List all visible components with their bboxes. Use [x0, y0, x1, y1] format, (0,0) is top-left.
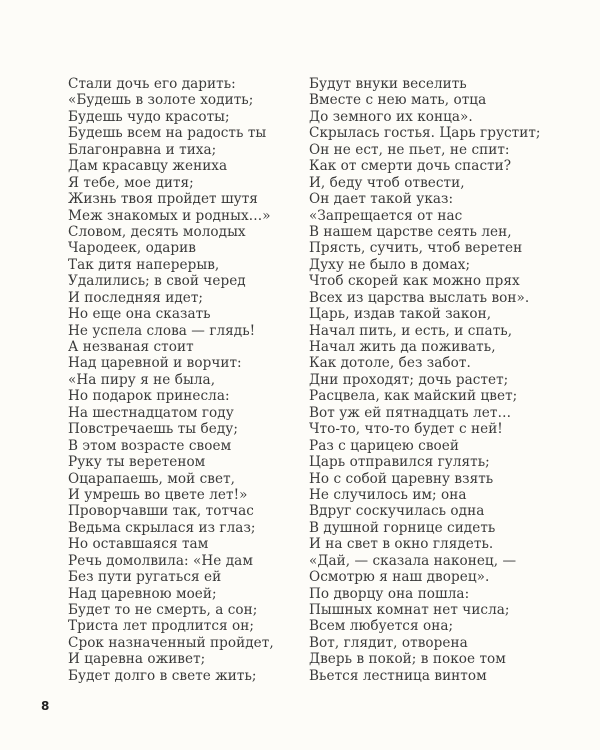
- poem-line: Он не ест, не пьет, не спит:: [309, 141, 510, 158]
- poem-line: Повстречаешь ты беду;: [68, 421, 238, 438]
- poem-line: Чтоб скорей как можно прях: [309, 273, 520, 290]
- poem-line: Словом, десять молодых: [68, 223, 246, 240]
- poem-line: Как от смерти дочь спасти?: [309, 158, 512, 175]
- poem-line: На шестнадцатом году: [68, 404, 234, 421]
- poem-line: Вместе с нею мать, отца: [309, 92, 487, 109]
- poem-line: Царь, издав такой закон,: [309, 306, 492, 323]
- poem-line: Вьется лестница винтом: [309, 667, 487, 684]
- poem-line: Пышных комнат нет числа;: [309, 602, 510, 618]
- poem-line: Срок назначенный пройдет,: [68, 634, 274, 651]
- poem-line: Вдруг соскучилась одна: [309, 503, 485, 520]
- poem-left-column: [68, 76, 274, 684]
- poem-line: Оцарапаешь, мой свет,: [68, 470, 236, 487]
- poem-line: Царь отправился гулять;: [309, 454, 490, 471]
- poem-line: И умрешь во цвете лет!»: [68, 486, 248, 503]
- page-number: 8: [41, 699, 50, 713]
- poem-line: Стали дочь его дарить:: [68, 76, 236, 92]
- poem-line: Осмотрю я наш дворец».: [309, 569, 490, 586]
- poem-line: Дни проходят; дочь растет;: [309, 371, 509, 388]
- poem-line: И, беду чтоб отвести,: [309, 174, 465, 191]
- poem-line: По дворцу она пошла:: [309, 585, 470, 602]
- poem-line: Он дает такой указ:: [309, 191, 454, 208]
- poem-line: Ведьма скрылася из глаз;: [68, 519, 256, 536]
- poem-line: Будут внуки веселить: [309, 76, 467, 92]
- poem-line: Но с собой царевну взять: [309, 470, 494, 487]
- poem-line: «Дай, — сказала наконец, —: [309, 552, 517, 569]
- poem-line: Скрылась гостья. Царь грустит;: [309, 125, 541, 142]
- poem-line: Будет долго в свете жить;: [68, 667, 257, 684]
- poem-line: «На пиру я не была,: [68, 371, 216, 388]
- poem-line: Что-то, что-то будет с ней!: [309, 421, 503, 438]
- poem-line: «Запрещается от нас: [309, 207, 463, 224]
- poem-line: Чародеек, одарив: [68, 240, 196, 257]
- poem-line: Будет то не смерть, а сон;: [68, 602, 258, 618]
- poem-line: Над царевной и ворчит:: [68, 355, 242, 372]
- poem-line: Всех из царства выслать вон».: [309, 289, 530, 306]
- poem-line: Дам красавцу жениха: [68, 158, 228, 175]
- poem-line: Будешь чудо красоты;: [68, 108, 230, 125]
- poem-line: Проворчавши так, тотчас: [68, 503, 254, 520]
- poem-line: И царевна оживет;: [68, 651, 206, 668]
- poem-line: Жизнь твоя пройдет шутя: [68, 191, 258, 208]
- poem-line: Над царевною моей;: [68, 585, 217, 602]
- poem-line: Удалились; в свой черед: [68, 273, 246, 290]
- poem-line: Речь домолвила: «Не дам: [68, 552, 253, 569]
- poem-line: Раз с царицею своей: [309, 437, 459, 454]
- poem-line: Не случилось им; она: [309, 486, 467, 503]
- poem-line: А незваная стоит: [68, 339, 194, 355]
- poem-line: Всем любуется она;: [309, 618, 454, 635]
- poem-line: Расцвела, как майский цвет;: [309, 388, 518, 405]
- poem-line: Благонравна и тиха;: [68, 141, 217, 158]
- poem-line: Вот уж ей пятнадцать лет…: [309, 404, 512, 421]
- poem-line: Будешь всем на радость ты: [68, 125, 267, 142]
- poem-right-column: [309, 76, 541, 684]
- poem-line: Без пути ругаться ей: [68, 569, 222, 586]
- poem-line: И на свет в окно глядеть.: [309, 536, 494, 553]
- poem-line: Меж знакомых и родных…»: [68, 207, 271, 224]
- poem-line: Я тебе, мое дитя;: [68, 174, 194, 191]
- poem-line: Как дотоле, без забот.: [309, 355, 471, 372]
- poem-line: Вот, глядит, отворена: [309, 634, 468, 651]
- poem-line: Руку ты веретеном: [68, 454, 206, 471]
- poem-line: Но оставшаяся там: [68, 536, 209, 553]
- poem-line: Но подарок принесла:: [68, 388, 230, 405]
- poem-line: Прясть, сучить, чтоб веретен: [309, 240, 523, 257]
- poem-line: В душной горнице сидеть: [309, 519, 496, 536]
- poem-line: Не успела слова — глядь!: [68, 322, 256, 339]
- poem-line: Триста лет продлится он;: [68, 618, 254, 635]
- poem-line: В нашем царстве сеять лен,: [309, 223, 512, 240]
- poem-line: Так дитя наперерыв,: [68, 256, 220, 273]
- poem-line: До земного их конца».: [309, 108, 473, 125]
- poem-line: Начал жить да поживать,: [309, 339, 496, 355]
- poem-line: «Будешь в золоте ходить;: [68, 92, 254, 109]
- poem-line: И последняя идет;: [68, 289, 204, 306]
- poem-line: Дверь в покой; в покое том: [309, 651, 506, 668]
- poem-line: Духу не было в домах;: [309, 256, 471, 273]
- poem-line: В этом возрасте своем: [68, 437, 232, 454]
- poem-line: Но еще она сказать: [68, 306, 211, 323]
- poem-line: Начал пить, и есть, и спать,: [309, 322, 513, 339]
